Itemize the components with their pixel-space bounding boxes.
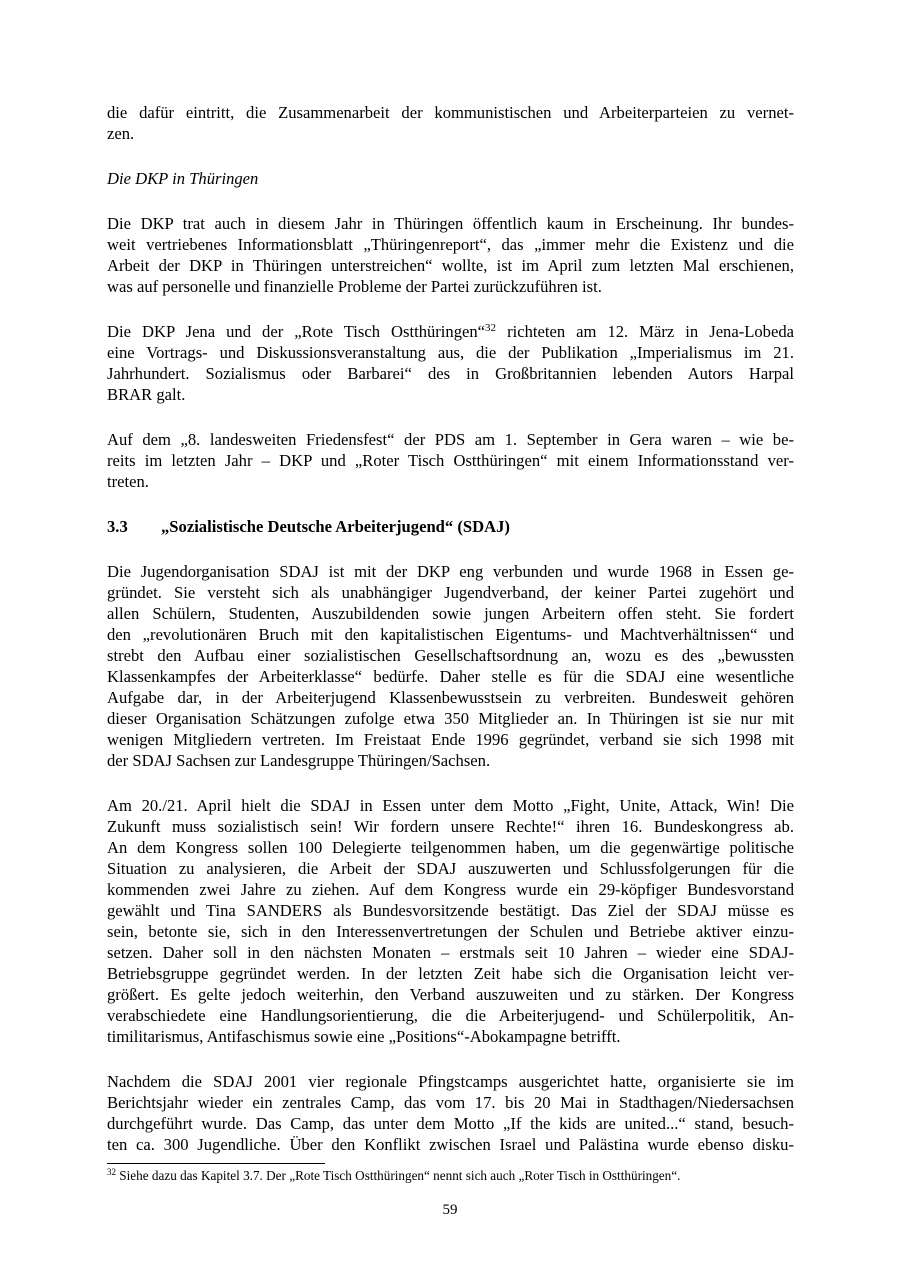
text-line: durchgeführt wurde. Das Camp, das unter dem Motto „If the kids are united...“ stand, besuch-: [107, 1114, 794, 1133]
paragraph-sdaj-camp: [107, 1071, 794, 1155]
text-line: Nachdem die SDAJ 2001 vier regionale Pfingstcamps ausgerichtet hatte, organisierte sie im: [107, 1072, 794, 1091]
footnote-divider: [107, 1163, 325, 1164]
text-line: sein, betonte sie, sich in den Interessenvertretungen der Schulen und Betriebe aktiver einzu-: [107, 922, 794, 941]
text-line: den „revolutionären Bruch mit den kapitalistischen Eigentums- und Machtverhältnissen“ und: [107, 625, 794, 644]
text-line: ten ca. 300 Jugendliche. Über den Konflikt zwischen Israel und Palästina wurde ebenso disku-: [107, 1135, 794, 1154]
text-line: der SDAJ Sachsen zur Landesgruppe Thüringen/Sachsen.: [107, 751, 491, 770]
text-line: verabschiedete eine Handlungsorientierung, die die Arbeiterjugend- und Schülerpolitik, An-: [107, 1006, 794, 1025]
text-line: eine Vortrags- und Diskussionsveranstaltung aus, die der Publikation „Imperialismus im 21.: [107, 343, 794, 362]
text-line: Jahrhundert. Sozialismus oder Barbarei“ des in Großbritannien lebenden Autors Harpal: [107, 364, 794, 383]
text-line: Auf dem „8. landesweiten Friedensfest“ der PDS am 1. September in Gera waren – wie be-: [107, 430, 794, 449]
section-heading: [107, 516, 794, 537]
text-line: Klassenkampfes der Arbeiterklasse“ bedürfe. Daher stelle es für die SDAJ eine wesentliche: [107, 667, 794, 686]
footnote-text: Siehe dazu das Kapitel 3.7. Der „Rote Tisch Ostthüringen“ nennt sich auch „Roter Tisch in Ostthüringen“.: [116, 1168, 681, 1183]
text-segment: Die DKP Jena und der „Rote Tisch Ostthüringen“: [107, 322, 486, 341]
text-line: reits im letzten Jahr – DKP und „Roter Tisch Ostthüringen“ mit einem Informationsstand ver-: [107, 451, 794, 470]
text-segment: richteten am 12. März in Jena-Lobeda: [496, 322, 794, 341]
paragraph-dkp-friedensfest: [107, 429, 794, 492]
text-line: wenigen Mitgliedern vertreten. Im Freistaat Ende 1996 gegründet, verband sie sich 1998 mit: [107, 730, 794, 749]
text-line: gründet. Sie versteht sich als unabhängiger Jugendverband, der keiner Partei zugehört und: [107, 583, 794, 602]
page-number: 59: [442, 1202, 458, 1218]
document-page: [107, 102, 794, 1155]
text-line: setzen. Daher soll in den nächsten Monaten – erstmals seit 10 Jahren – wieder eine SDAJ-: [107, 943, 794, 962]
text-line: dieser Organisation Schätzungen zufolge etwa 350 Mitglieder an. In Thüringen ist sie nur mit: [107, 709, 794, 728]
text-line: Die Jugendorganisation SDAJ ist mit der DKP eng verbunden und wurde 1968 in Essen ge-: [107, 562, 794, 581]
text-line: strebt den Aufbau einer sozialistischen Gesellschaftsordnung an, wozu es des „bewussten: [107, 646, 794, 665]
text-line: Betriebsgruppe gegründet werden. In der letzten Zeit habe sich die Organisation leicht ver-: [107, 964, 794, 983]
text-line: [107, 321, 794, 342]
text-line: Aufgabe dar, in der Arbeiterjugend Klassenbewusstsein zu verbreiten. Bundesweit gehören: [107, 688, 794, 707]
text-line: größert. Es gelte jedoch weiterhin, den Verband auszuweiten und zu stärken. Der Kongress: [107, 985, 794, 1004]
text-line: An dem Kongress sollen 100 Delegierte teilgenommen haben, um die gegenwärtige politische: [107, 838, 794, 857]
text-line: treten.: [107, 472, 149, 491]
text-line: weit vertriebenes Informationsblatt „Thüringenreport“, das „immer mehr die Existenz und die: [107, 235, 794, 254]
paragraph-dkp-jena: [107, 321, 794, 405]
paragraph-intro: [107, 102, 794, 144]
text-line: Am 20./21. April hielt die SDAJ in Essen unter dem Motto „Fight, Unite, Attack, Win! Die: [107, 796, 794, 815]
paragraph-sdaj-overview: [107, 561, 794, 771]
text-line: BRAR galt.: [107, 385, 186, 404]
text-line: kommenden zwei Jahre zu ziehen. Auf dem Kongress wurde ein 29-köpfiger Bundesvorstand: [107, 880, 794, 899]
text-line: Arbeit der DKP in Thüringen unterstreichen“ wollte, ist im April zum letzten Mal erschienen,: [107, 256, 794, 275]
section-title: „Sozialistische Deutsche Arbeiterjugend“ (SDAJ): [161, 517, 510, 536]
subsection-heading: Die DKP in Thüringen: [107, 169, 259, 188]
text-line: Situation zu analysieren, die Arbeit der SDAJ auszuwerten und Schlussfolgerungen für die: [107, 859, 794, 878]
text-line: die dafür eintritt, die Zusammenarbeit der kommunistischen und Arbeiterparteien zu vernet-: [107, 103, 794, 122]
text-line: was auf personelle und finanzielle Probleme der Partei zurückzuführen ist.: [107, 277, 602, 296]
paragraph-dkp-activity: [107, 213, 794, 297]
section-number: 3.3: [107, 517, 128, 536]
text-line: zen.: [107, 124, 135, 143]
text-line: Zukunft muss sozialistisch sein! Wir fordern unsere Rechte!“ ihren 16. Bundeskongress ab.: [107, 817, 794, 836]
footnote-number: 32: [107, 1167, 116, 1177]
footnote: [107, 1168, 680, 1184]
text-line: timilitarismus, Antifaschismus sowie eine „Positions“-Abokampagne betrifft.: [107, 1027, 621, 1046]
text-line: allen Schülern, Studenten, Auszubildenden sowie jungen Arbeitern offen steht. Sie fordert: [107, 604, 794, 623]
footnote-reference: 32: [485, 322, 497, 334]
paragraph-sdaj-congress: [107, 795, 794, 1047]
text-line: gewählt und Tina SANDERS als Bundesvorsitzende bestätigt. Das Ziel der SDAJ müsse es: [107, 901, 794, 920]
text-line: Die DKP trat auch in diesem Jahr in Thüringen öffentlich kaum in Erscheinung. Ihr bundes-: [107, 214, 794, 233]
text-line: Berichtsjahr wieder ein zentrales Camp, das vom 17. bis 20 Mai in Stadthagen/Niedersachsen: [107, 1093, 794, 1112]
